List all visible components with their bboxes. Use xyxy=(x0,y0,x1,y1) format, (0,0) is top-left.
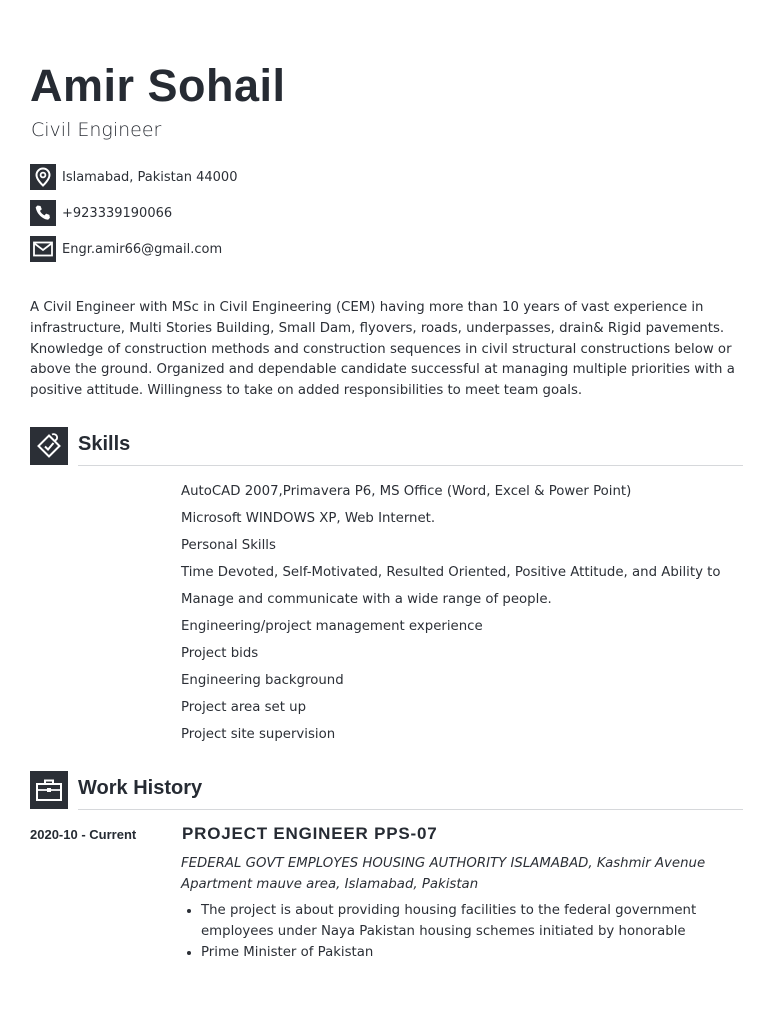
puzzle-hand-icon xyxy=(30,427,68,465)
location-pin-icon xyxy=(30,164,56,190)
contact-phone xyxy=(30,200,172,226)
contact-email xyxy=(30,236,222,262)
phone-link[interactable]: +923339190066 xyxy=(62,205,173,221)
skill-item: Time Devoted, Self-Motivated, Resulted Oriented, Positive Attitude, and Ability to xyxy=(181,565,721,580)
job-title: PROJECT ENGINEER PPS-07 xyxy=(182,824,438,843)
job-bullet: • The project is about providing housing facilities to the federal government employees under Naya Pakistan housing schemes initiated by honorable xyxy=(201,900,721,942)
skill-item: Engineering/project management experience xyxy=(181,619,483,634)
work-history-heading: Work History xyxy=(78,777,203,799)
briefcase-icon xyxy=(30,771,68,809)
phone-icon xyxy=(30,200,56,226)
skill-item: Personal Skills xyxy=(181,538,276,553)
section-divider xyxy=(78,465,743,466)
professional-summary: A Civil Engineer with MSc in Civil Engineering (CEM) having more than 10 years of vast experience in infrastructure, Multi Stories Building, Small Dam, flyovers, roads, underpasses, drain& Rigid pavements. Knowledge of construction methods and construction sequences in civil structural constructions below or above the ground. Organized and dependable candidate successful at managing multiple priorities with a positive attitude. Willingness to take on added responsibilities to meet team goals. xyxy=(30,300,735,399)
work-history-section-header xyxy=(30,771,743,811)
skill-item: Manage and communicate with a wide range of people. xyxy=(181,592,552,607)
skills-list xyxy=(181,481,721,751)
contact-address xyxy=(30,164,237,190)
candidate-name: Amir Sohail xyxy=(30,60,286,111)
skill-item: Engineering background xyxy=(181,673,344,688)
skill-item: AutoCAD 2007,Primavera P6, MS Office (Word, Excel & Power Point) xyxy=(181,484,632,499)
candidate-title: Civil Engineer xyxy=(31,119,162,141)
section-divider xyxy=(78,809,743,810)
envelope-icon xyxy=(30,236,56,262)
job-employer: FEDERAL GOVT EMPLOYES HOUSING AUTHORITY ISLAMABAD, Kashmir Avenue Apartment mauve area, Islamabad, Pakistan xyxy=(181,856,706,892)
job-responsibilities xyxy=(181,900,721,963)
skill-item: Microsoft WINDOWS XP, Web Internet. xyxy=(181,511,436,526)
skills-section-header xyxy=(30,427,743,467)
skill-item: Project bids xyxy=(181,646,259,661)
skill-item: Project site supervision xyxy=(181,727,336,742)
skills-heading: Skills xyxy=(78,433,131,455)
email-link[interactable]: Engr.amir66@gmail.com xyxy=(62,241,223,257)
job-bullet: • Prime Minister of Pakistan xyxy=(201,942,721,963)
job-dates: 2020-10 - Current xyxy=(30,827,137,842)
skill-item: Project area set up xyxy=(181,700,307,715)
address-text: Islamabad, Pakistan 44000 xyxy=(62,169,238,185)
